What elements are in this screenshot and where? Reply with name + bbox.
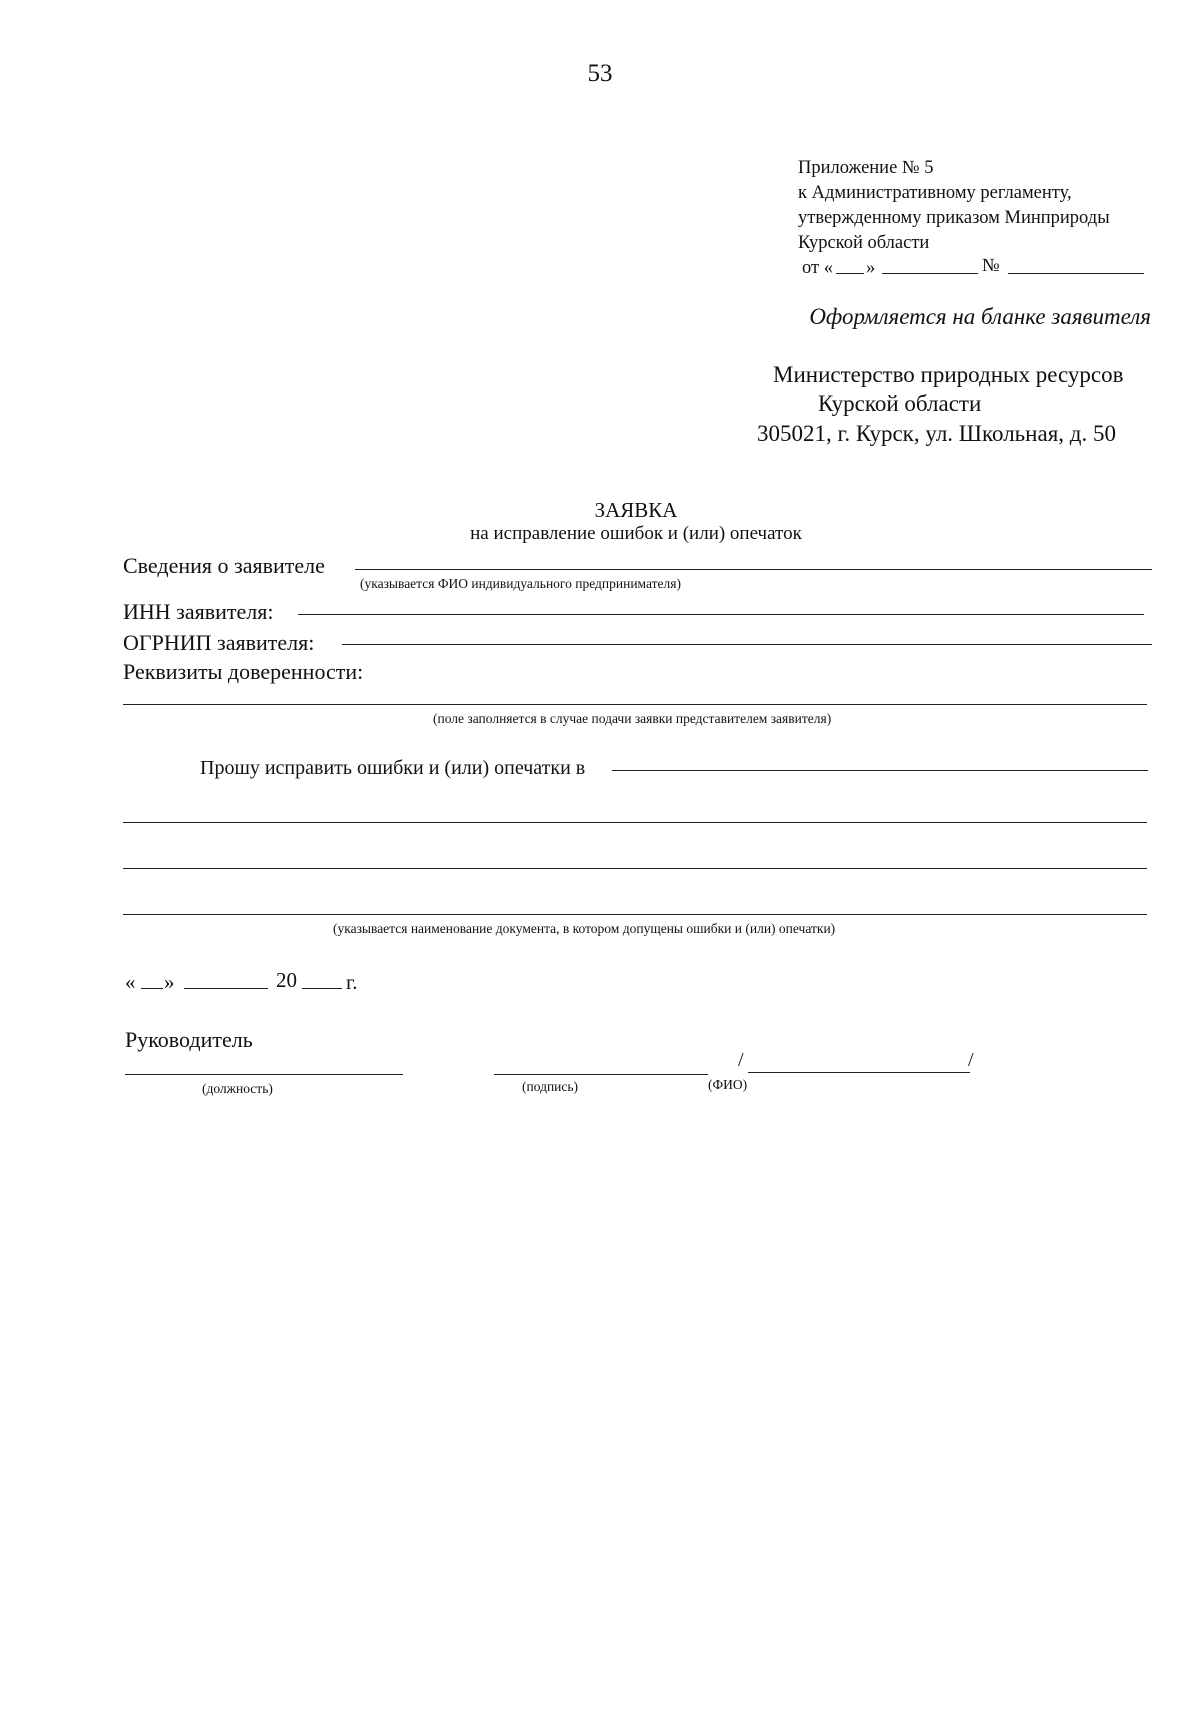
- signature-hint: (подпись): [522, 1079, 579, 1094]
- applicant-field[interactable]: [355, 569, 1152, 570]
- proxy-label: Реквизиты доверенности:: [123, 659, 364, 684]
- name-slash-right: /: [968, 1049, 974, 1071]
- date-close-quote: »: [164, 970, 175, 994]
- date-year-field[interactable]: [302, 988, 342, 989]
- request-field-2[interactable]: [123, 822, 1147, 823]
- ogrnip-label: ОГРНИП заявителя:: [123, 630, 315, 655]
- name-field[interactable]: [748, 1072, 970, 1073]
- date-open-quote: «: [125, 970, 136, 994]
- date-month-field[interactable]: [184, 988, 268, 989]
- name-slash-left: /: [738, 1049, 744, 1071]
- appendix-order: утвержденному приказом Минприроды: [798, 208, 1110, 228]
- date-year-prefix: 20: [276, 968, 297, 992]
- request-hint: (указывается наименование документа, в котором допущены ошибки и (или) опечатки): [333, 921, 836, 936]
- request-field-1[interactable]: [612, 770, 1148, 771]
- signature-field[interactable]: [494, 1074, 708, 1075]
- inn-label: ИНН заявителя:: [123, 599, 274, 624]
- form-title: ЗАЯВКА: [594, 498, 678, 522]
- position-hint: (должность): [202, 1081, 273, 1096]
- proxy-field[interactable]: [123, 704, 1147, 705]
- applicant-hint: (указывается ФИО индивидуального предпринимателя): [360, 576, 681, 591]
- appendix-number: Приложение № 5: [798, 158, 934, 178]
- request-field-3[interactable]: [123, 868, 1147, 869]
- appendix-region: Курской области: [798, 233, 930, 253]
- name-hint: (ФИО): [708, 1077, 748, 1092]
- date-day-field[interactable]: [141, 988, 163, 989]
- form-subtitle: на исправление ошибок и (или) опечаток: [470, 523, 802, 544]
- appendix-number-blank: [1008, 273, 1144, 274]
- request-field-4[interactable]: [123, 914, 1147, 915]
- date-year-suffix: г.: [346, 970, 358, 994]
- addressee-address: 305021, г. Курск, ул. Школьная, д. 50: [757, 421, 1116, 446]
- proxy-hint: (поле заполняется в случае подачи заявки представителем заявителя): [433, 711, 832, 726]
- appendix-date-close: »: [866, 258, 876, 278]
- addressee-region: Курской области: [818, 391, 982, 416]
- letterhead-note: Оформляется на бланке заявителя: [809, 304, 1151, 329]
- request-text: Прошу исправить ошибки и (или) опечатки в: [200, 757, 586, 779]
- inn-field[interactable]: [298, 614, 1144, 615]
- appendix-regulation: к Административному регламенту,: [798, 183, 1072, 203]
- appendix-number-sign: №: [982, 256, 1000, 276]
- appendix-day-blank: [836, 273, 864, 274]
- addressee-ministry: Министерство природных ресурсов: [773, 362, 1124, 387]
- applicant-label: Сведения о заявителе: [123, 553, 325, 578]
- ogrnip-field[interactable]: [342, 644, 1152, 645]
- appendix-month-blank: [882, 273, 978, 274]
- position-field[interactable]: [125, 1074, 403, 1075]
- appendix-date-prefix: от «: [802, 258, 833, 278]
- head-label: Руководитель: [125, 1027, 253, 1052]
- page-number: 53: [587, 60, 613, 87]
